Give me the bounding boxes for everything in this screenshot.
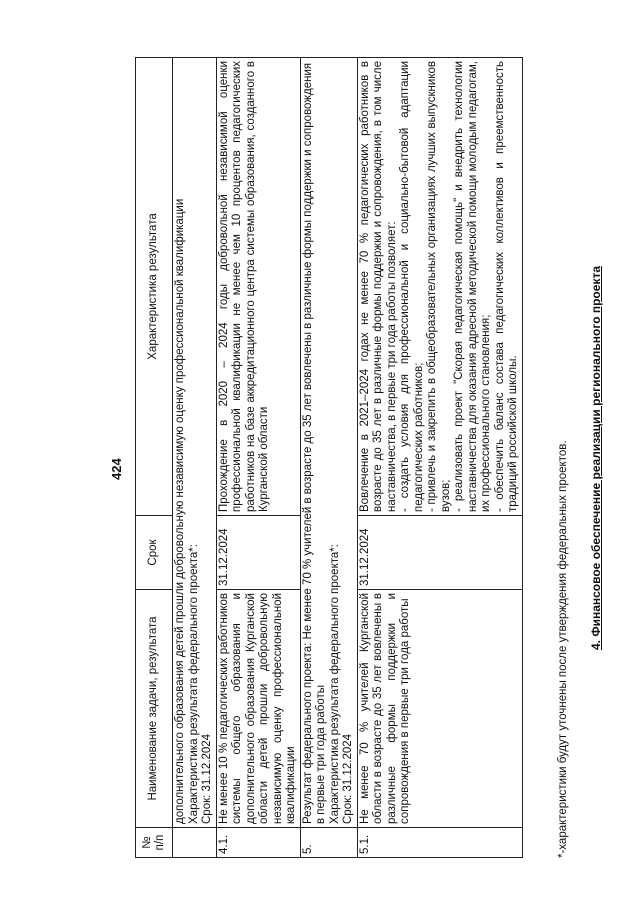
row-5-1-char-lead: Вовлечение в 2021–2024 годах не менее 70 % педагогических работников в возрасте до 35 лет в различные формы поддержки и сопровождения, в том числе наставничества, в первые три года работы позволяет: xyxy=(358,61,398,512)
row-4-1-name: Не менее 10 % педагогических работников системы общего образования и дополнительного образования Курганской области детей прошли добровольную независимую оценку профессиональной квалификации xyxy=(216,590,300,828)
row-5-1-characteristic xyxy=(357,58,522,516)
table-row-5 xyxy=(300,58,357,858)
row-5-1-bullet-2: - привлечь и закрепить в общеобразовательных организациях лучших выпускников вузов; xyxy=(426,61,452,512)
header-name: Наименование задачи, результата xyxy=(136,590,173,828)
row-5-line-3: Срок: 31.12.2024 xyxy=(342,733,354,824)
row-4-1-deadline: 31.12.2024 xyxy=(216,516,300,590)
header-deadline: Срок xyxy=(136,516,173,590)
row-4-1-num: 4.1. xyxy=(216,828,300,858)
cell-empty xyxy=(173,828,217,858)
header-characteristic: Характеристика результата xyxy=(136,58,173,516)
header-num: № п/п xyxy=(136,828,173,858)
table-row-intro xyxy=(173,58,217,858)
table-row-4-1 xyxy=(216,58,300,858)
row-5-line-1: Результат федерального проекта: Не менее 70 % учителей в возрасте до 35 лет вовлечены в различные формы поддержки и сопровождения в первые три года работы xyxy=(301,62,327,824)
intro-cell xyxy=(173,58,217,828)
row-5-1-num: 5.1. xyxy=(357,828,522,858)
footnote: *-характеристики будут уточнены после утверждения федеральных проектов. xyxy=(557,440,569,858)
page-number: 424 xyxy=(109,458,124,480)
row-5-1-bullet-4: - обеспечить баланс состава педагогических коллективов и преемственность традиций российской школы. xyxy=(493,61,519,512)
intro-line-2: Характеристика результата федерального проекта*: xyxy=(187,544,200,824)
row-5-1-bullet-1: - создать условия для профессиональной и социально-бытовой адаптации педагогических работников; xyxy=(399,61,425,512)
row-5-1-name: Не менее 70 % учителей Курганской области в возрасте до 35 лет вовлечены в различные формы поддержки и сопровождения в первые три года работы xyxy=(357,590,522,828)
row-5-1-bullet-3: - реализовать проект "Скорая педагогическая помощь" и внедрить технологии наставничества для оказания адресной методической помощи молодым педагогам, их профессионального становления; xyxy=(453,61,492,512)
section-heading: 4. Финансовое обеспечение реализации регионального проекта xyxy=(589,266,603,650)
row-5-line-2: Характеристика результата федерального проекта*: xyxy=(328,544,341,824)
row-5-1-deadline: 31.12.2024 xyxy=(357,516,522,590)
rotated-landscape-page xyxy=(107,58,637,858)
intro-line-1: дополнительного образования детей прошли добровольную независимую оценку профессиональной квалификации xyxy=(174,198,186,824)
table-row-5-1 xyxy=(357,58,522,858)
row-4-1-characteristic: Прохождение в 2020 – 2024 годы добровольной независимой оценки профессиональной квалификации не менее чем 10 процентов педагогических работников на базе аккредитационного центра системы образования, созданного в Курганской области xyxy=(216,58,300,516)
intro-line-3: Срок: 31.12.2024 xyxy=(201,733,213,824)
row-5-cell xyxy=(300,58,357,828)
row-5-num: 5. xyxy=(300,828,357,858)
table-header-row xyxy=(136,58,173,858)
results-table xyxy=(135,57,523,858)
